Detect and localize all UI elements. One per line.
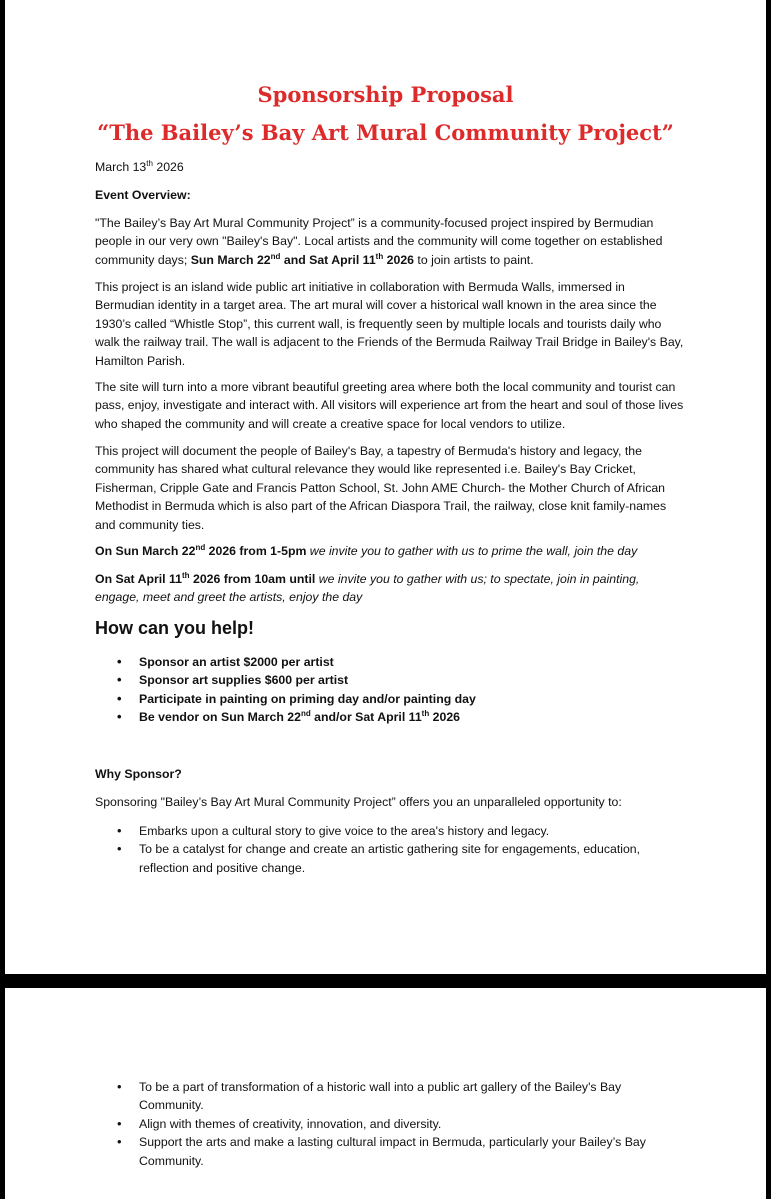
help-item-sponsor-artist: • Sponsor an artist $2000 per artist xyxy=(95,653,687,671)
why-item: • Embarks upon a cultural story to give voice to the area's history and legacy. xyxy=(95,822,687,840)
help-item-vendor: • Be vendor on Sun March 22nd and/or Sat April 11th 2026 xyxy=(95,708,687,726)
help-list xyxy=(95,653,687,727)
project-title: “The Bailey’s Bay Art Mural Community Project” xyxy=(97,120,674,145)
proposal-title: Sponsorship Proposal xyxy=(257,82,514,107)
overview-paragraph-3: The site will turn into a more vibrant beautiful greeting area where both the local community and tourist can pass, enjoy, investigate and interact with. All visitors will experience art from the heart and soul of those lives who shaped the community and will create a creative space for local vendors to utilize. xyxy=(95,380,684,431)
why-item: • To be a catalyst for change and create an artistic gathering site for engagements, education, reflection and positive change. xyxy=(95,840,687,877)
why-sponsor-heading: Why Sponsor? xyxy=(95,767,182,781)
priming-day-line: On Sun March 22nd 2026 from 1-5pm we invite you to gather with us to prime the wall, join the day xyxy=(95,542,638,558)
overview-paragraph-1: "The Bailey’s Bay Art Mural Community Project” is a community-focused project inspired by Bermudian people in our very own "Bailey's Bay". Local artists and the community will come together on established community days; Sun March 22nd and Sat April 11th 2026 to join artists to paint. xyxy=(95,216,663,267)
document-page-1 xyxy=(5,0,766,974)
document-page-2 xyxy=(5,988,766,1199)
help-item-sponsor-supplies: • Sponsor art supplies $600 per artist xyxy=(95,671,687,689)
date-line: March 13th 2026 xyxy=(95,158,184,174)
event-overview-heading: Event Overview: xyxy=(95,188,191,202)
why-sponsor-intro: Sponsoring "Bailey’s Bay Art Mural Community Project” offers you an unparalleled opportunity to: xyxy=(95,795,622,809)
why-sponsor-list xyxy=(95,822,687,877)
overview-paragraph-4: This project will document the people of Bailey's Bay, a tapestry of Bermuda's history and legacy, the community has shared what cultural relevance they would like represented i.e. Bailey's Bay Cricket, Fisherman, Cripple Gate and Francis Patton School, St. John AME Church- the Mother Church of African Methodist in Bermuda which is also part of the African Diaspora Trail, the railway, close knit family-names and community ties. xyxy=(95,444,667,532)
help-item-participate: • Participate in painting on priming day and/or painting day xyxy=(95,690,687,708)
why-item: • To be a part of transformation of a historic wall into a public art gallery of the Bailey's Bay Community. xyxy=(95,1078,687,1115)
how-can-you-help-heading: How can you help! xyxy=(95,618,255,638)
why-item: • Support the arts and make a lasting cultural impact in Bermuda, particularly your Bailey’s Bay Community. xyxy=(95,1133,687,1170)
why-sponsor-list-continued xyxy=(95,1078,687,1170)
overview-paragraph-2: This project is an island wide public art initiative in collaboration with Bermuda Walls, immersed in Bermudian identity in a target area. The art mural will cover a historical wall known in the area since the 1930’s called “Whistle Stop”, this current wall, is frequently seen by multiple locals and tourists daily who walk the railway trail. The wall is adjacent to the Friends of the Bermuda Railway Trail Bridge in Bailey's Bay, Hamilton Parish. xyxy=(95,280,684,368)
why-item: • Align with themes of creativity, innovation, and diversity. xyxy=(95,1115,687,1133)
painting-day-line: On Sat April 11th 2026 from 10am until we invite you to gather with us; to spectate, join in painting, engage, meet and greet the artists, enjoy the day xyxy=(95,570,640,605)
